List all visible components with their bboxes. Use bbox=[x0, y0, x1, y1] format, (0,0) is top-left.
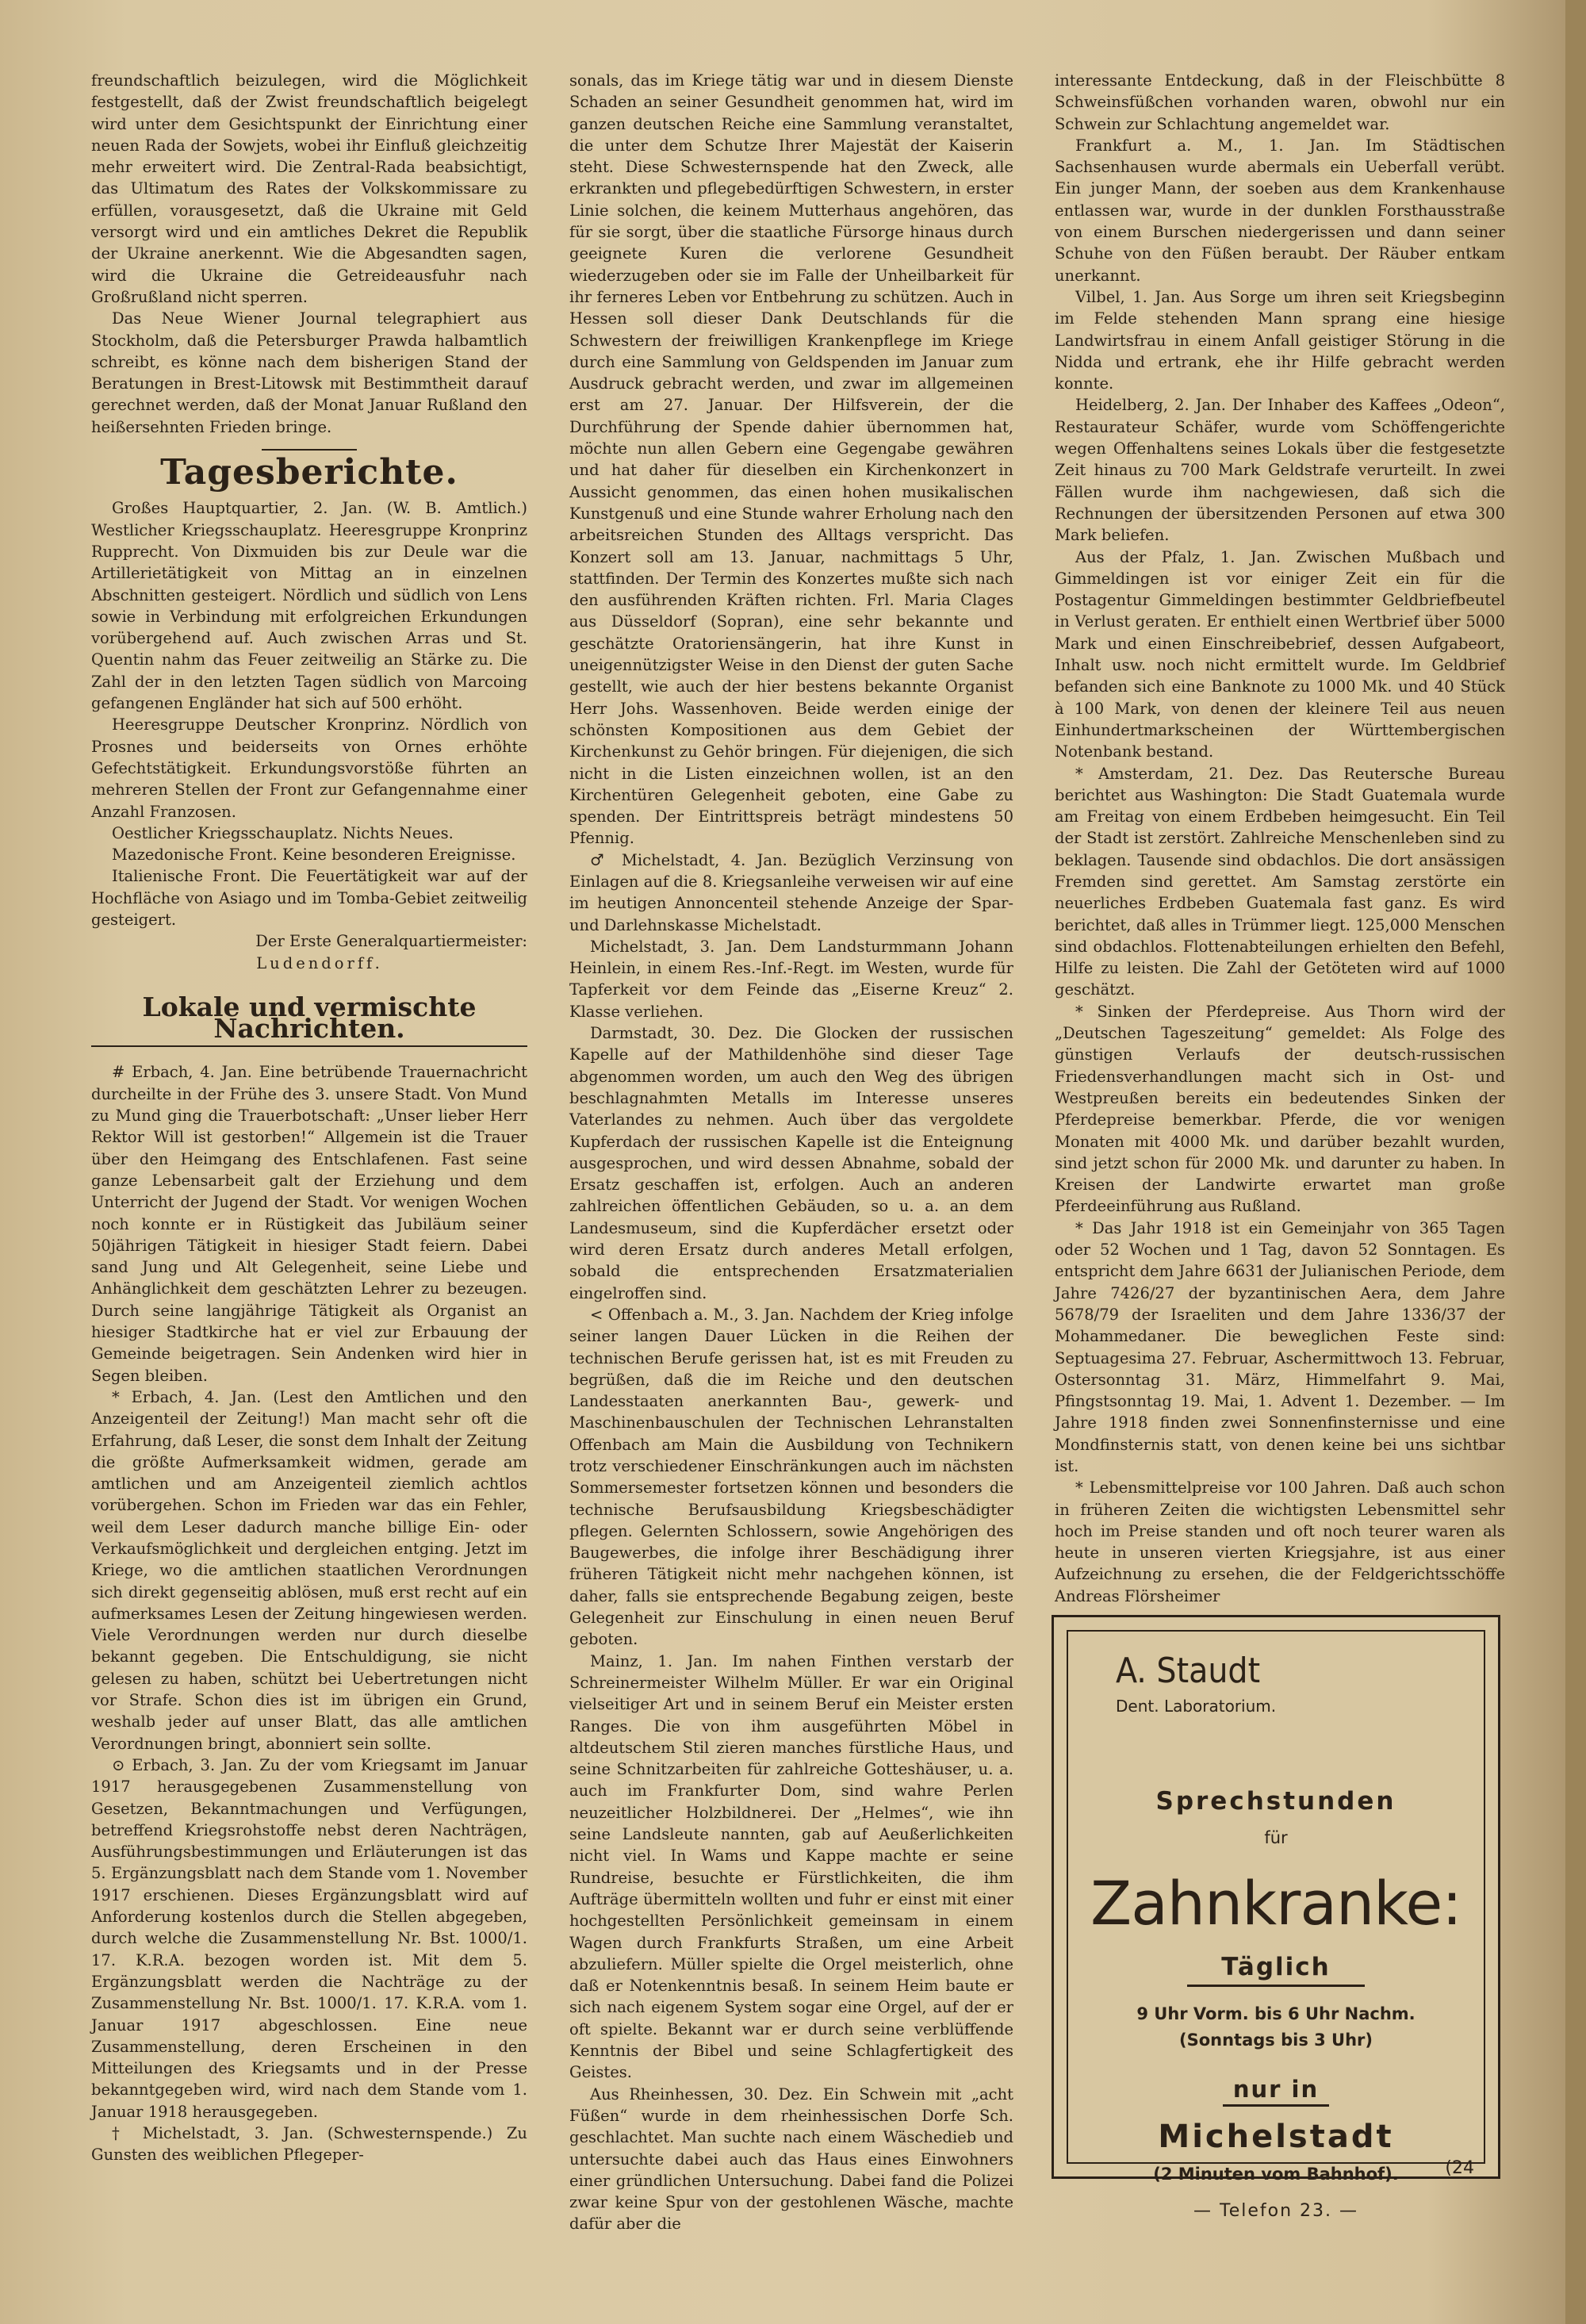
ad-taeglich: Täglich bbox=[1187, 1953, 1365, 1987]
ad-fuer: für bbox=[1264, 1828, 1288, 1847]
page-edge bbox=[1565, 0, 1586, 2324]
article-text: sonals, das im Kriege tätig war und in diesem Dienste Schaden an seiner Gesundheit genommen hat, wird im ganzen deutschen Reiche eine Sammlung veranstaltet, die unter dem Schutze Ihrer Majestät der Kaiserin steht. Diese Schwesternspende hat den Zweck, alle erkrankten und pflegebedürftigen Schwestern, in erster Linie solchen, die keinem Mutterhaus angehören, das für sie sorgt, über die staatliche Fürsorge hinaus durch geeignete Kuren die verlorene Gesundheit wiederzugeben oder sie im Falle der Unheilbarkeit für ihr ferneres Leben vor Entbehrung zu schützen. Auch in Hessen soll dieser Dank Deutschlands für die Schwestern der freiwilligen Krankenpflege im Kriege durch eine Sammlung von Geldspenden im Januar zum Ausdruck gebracht werden, und zwar im allgemeinen erst am 27. Januar. Der Hilfsverein, der die Durchführung der Spende dahier übernommen hat, möchte nun allen Gebern eine Gegengabe gewähren und hat daher für dieselben ein Kirchenkonzert in Aussicht genommen, das einen hohen musikalischen Kunstgenuß und eine Stunde wahrer Erholung nach den arbeitsreichen Stunden des Alltags verspricht. Das Konzert soll am 13. Januar, nachmittags 5 Uhr, stattfinden. Der Termin des Konzertes mußte sich nach den ausführenden Kräften richten. Frl. Maria Clages aus Düsseldorf (Sopran), eine sehr bekannte und geschätzte Oratoriensängerin, hat ihre Kunst in uneigennützigster Weise in den Dienst der guten Sache gestellt, wie auch der hier bestens bekannte Organist Herr Johs. Wassenhoven. Beide werden einige der schönsten Kompositionen aus dem Gebiet der Kirchenkunst zu Gehör bringen. Für diejenigen, die sich nicht in die Listen einzeichnen wollen, ist an den Kirchentüren Gelegenheit geboten, eine Gabe zu spenden. Der Eintrittspreis beträgt mindestens 50 Pfennig. bbox=[569, 71, 1013, 848]
column-2 bbox=[569, 70, 1013, 2235]
article-text: ⊙ Erbach, 3. Jan. Zu der vom Kriegsamt im Januar 1917 herausgegebenen Zusammenstellung von Gesetzen, Bekanntmachungen und Verfügungen, betreffend Kriegsrohstoffe nebst deren Nachträgen, Ausführungsbestimmungen und Erläuterungen ist das 5. Ergänzungsblatt nach dem Stande vom 1. November 1917 erschienen. Dieses Ergänzungsblatt wird auf Anforderung kostenlos durch die Stellen abgegeben, durch welche die Zusammenstellung Nr. Bst. 1000/1. 17. K.R.A. bezogen worden ist. Mit dem 5. Ergänzungsblatt werden die Nachträge zu der Zusammenstellung Nr. Bst. 1000/1. 17. K.R.A. vom 1. Januar 1917 abgeschlossen. Eine neue Zusammenstellung, deren Erscheinen in den Mitteilungen des Kriegsamts und in der Presse bekanntgegeben wird, wird nach dem Stande vom 1. Januar 1918 herausgegeben. bbox=[91, 1755, 527, 2121]
ad-hours-sunday: (Sonntags bis 3 Uhr) bbox=[1178, 2031, 1373, 2050]
article-text: Großes Hauptquartier, 2. Jan. (W. B. Amtlich.) Westlicher Kriegsschauplatz. Heeresgruppe Kronprinz Rupprecht. Von Dixmuiden bis zur Deule war die Artillerietätigkeit von Mittag an in einzelnen Abschnitten gesteigert. Nördlich und südlich von Lens sowie in Verbindung mit erfolgreichen Erkundungen vorübergehend auf. Auch zwischen Arras und St. Quentin nahm das Feuer zeitweilig an Stärke zu. Die Zahl der in den letzten Tagen südlich von Marcoing gefangenen Engländer hat sich auf 500 erhöht. bbox=[91, 499, 527, 713]
article-text: < Offenbach a. M., 3. Jan. Nachdem der Krieg infolge seiner langen Dauer Lücken in die Reihen der technischen Berufe gerissen hat, ist es mit Freuden zu begrüßen, daß die im Reiche und den deutschen Landesstaaten anerkannten Bau-, gewerk- und Maschinenbauschulen der Technischen Lehranstalten Offenbach am Main die Ausbildung von Technikern trotz verschiedener Einschränkungen auch im nächsten Sommersemester fortsetzen können und besonders die technische Berufsausbildung Kriegsbeschädigter pflegen. Gelernten Schlossern, sowie Angehörigen des Baugewerbes, die infolge ihrer Beschädigung ihrer früheren Tätigkeit nicht mehr nachgehen können, ist daher, falls sie entsprechende Begabung zeigen, beste Gelegenheit zur Einschulung in einen neuen Beruf geboten. bbox=[569, 1305, 1013, 1649]
ad-telephone: — Telefon 23. — bbox=[1193, 2201, 1358, 2221]
article-text: * Erbach, 4. Jan. (Lest den Amtlichen und den Anzeigenteil der Zeitung!) Man macht sehr oft die Erfahrung, daß Leser, die sonst dem Inhalt der Zeitung die größte Aufmerksamkeit widmen, gerade am amtlichen und am Anzeigenteil ziemlich achtlos vorübergehen. Schon im Frieden war das ein Fehler, weil dem Leser dadurch manche billige Ein- oder Verkaufsmöglichkeit und dergleichen entging. Jetzt im Kriege, wo die amtlichen staatlichen Verordnungen sich direkt gegenseitig ablösen, muß erst recht auf ein aufmerksames Lesen der Zeitung hingewiesen werden. Viele Verordnungen werden nur durch dieselbe bekannt gegeben. Die Entschuldigung, sie nicht gelesen zu haben, schützt bei Uebertretungen nicht vor Strafe. Schon dies ist im übrigen ein Grund, weshalb jeder auf unser Blatt, das alle amtlichen Verordnungen bringt, abonniert sein sollte. bbox=[91, 1387, 527, 1753]
article-text: ♂ Michelstadt, 4. Jan. Bezüglich Verzinsung von Einlagen auf die 8. Kriegsanleihe verweisen wir auf eine im heutigen Annoncenteil stehende Anzeige der Spar- und Darlehnskasse Michelstadt. bbox=[569, 850, 1013, 934]
signature-name: Ludendorff. bbox=[256, 953, 383, 972]
ad-hours: 9 Uhr Vorm. bis 6 Uhr Nachm. bbox=[1136, 2004, 1416, 2023]
signature-title: Der Erste Generalquartiermeister: bbox=[255, 932, 527, 951]
article-text: † Michelstadt, 3. Jan. (Schwesternspende.) Zu Gunsten des weiblichen Pflegeper- bbox=[91, 2124, 527, 2165]
ad-nur-in: nur in bbox=[1223, 2076, 1329, 2107]
article-text: Heeresgruppe Deutscher Kronprinz. Nördlich von Prosnes und beiderseits von Ornes erhöhte Gefechtstätigkeit. Erkundungsvorstöße führten an mehreren Stellen der Front zur Gefangennahme einer Anzahl Franzosen. bbox=[91, 715, 527, 821]
ad-sprechstunden: Sprechstunden bbox=[1155, 1787, 1396, 1816]
article-text: Frankfurt a. M., 1. Jan. Im Städtischen Sachsenhausen wurde abermals ein Ueberfall verübt. Ein junger Mann, der soeben aus dem Krankenhause entlassen war, wurde in der dunklen Forsthausstraße von einem Burschen niedergerissen und dann seiner Schuhe von den Füßen beraubt. Der Räuber entkam unerkannt. bbox=[1055, 136, 1505, 285]
article-text: Mazedonische Front. Keine besonderen Ereignisse. bbox=[112, 846, 516, 865]
section-heading-lokales: Lokale und vermischte Nachrichten. bbox=[91, 996, 527, 1048]
article-text: Italienische Front. Die Feuertätigkeit war auf der Hochfläche von Asiago und im Tomba-Gebiet zeitweilig gesteigert. bbox=[91, 867, 527, 929]
article-text: Vilbel, 1. Jan. Aus Sorge um ihren seit Kriegsbeginn im Felde stehenden Mann sprang eine hiesige Landwirtsfrau in einem Anfall geistiger Störung in die Nidda und ertrank, ehe ihr Hilfe gebracht werden konnte. bbox=[1055, 287, 1505, 393]
article-text: Michelstadt, 3. Jan. Dem Landsturmmann Johann Heinlein, in einem Res.-Inf.-Regt. im Westen, wurde für Tapferkeit vor dem Feinde das „Eiserne Kreuz“ 2. Klasse verliehen. bbox=[569, 937, 1013, 1021]
ad-location-note: (2 Minuten vom Bahnhof). bbox=[1153, 2165, 1399, 2184]
section-heading-tagesberichte: Tagesberichte. bbox=[160, 452, 458, 493]
advertisement-dentist bbox=[1052, 1615, 1500, 2221]
ad-number: (24 bbox=[1445, 2158, 1474, 2178]
article-text: Oestlicher Kriegsschauplatz. Nichts Neues. bbox=[112, 823, 454, 842]
article-text: Mainz, 1. Jan. Im nahen Finthen verstarb der Schreinermeister Wilhelm Müller. Er war ein Original vielseitiger Art und in seinem Beruf ein Meister ersten Ranges. Die von ihm ausgeführten Möbel in altdeutschem Stil zieren manches fürstliche Haus, und seine Schnitzarbeiten für zahlreiche Gotteshäuser, u. a. auch im Frankfurter Dom, sind wahre Perlen neuzeitlicher Holzbildnerei. Der „Helmes“, wie ihn seine Landsleute nannten, gab auf Aeußerlichkeiten nicht viel. In Wams und Kappe machte er seine Rundreise, besuchte er Fürstlichkeiten, die ihm Aufträge übermitteln wollten und fuhr er einst mit einer hochgestellten Persönlichkeit gemeinsam in einem Wagen durch Frankfurts Straßen, um eine Arbeit abzuliefern. Müller spielte die Orgel meisterlich, ohne daß er Notenkenntnis besaß. In seinem Heim baute er sich nach eigenem System sogar eine Orgel, auf der er oft spielte. Bekannt war er durch seine verblüffende Kenntnis der Bibel und seine Schlagfertigkeit des Geistes. bbox=[569, 1651, 1013, 2082]
article-text: * Lebensmittelpreise vor 100 Jahren. Daß auch schon in früheren Zeiten die wichtigsten Lebensmittel sehr hoch im Preise standen und oft noch teurer waren als heute in unseren vierten Kriegsjahre, ist aus einer Aufzeichnung zu ersehen, die der Feldgerichtsschöffe Andreas Flörsheimer bbox=[1055, 1478, 1505, 1605]
article-text: Das Neue Wiener Journal telegraphiert aus Stockholm, daß die Petersburger Prawda halbamtlich schreibt, es könne nach dem bisherigen Stand der Beratungen in Brest-Litowsk mit Bestimmtheit darauf gerechnet werden, daß der Monat Januar Rußland den heißersehnten Frieden bringe. bbox=[91, 309, 527, 436]
article-text: freundschaftlich beizulegen, wird die Möglichkeit festgestellt, daß der Zwist freundschaftlich beigelegt wird unter dem Gesichtspunkt der Einrichtung einer neuen Rada der Sowjets, wobei ihr Einfluß gleichzeitig mehr erweitert wird. Die Zentral-Rada beabsichtigt, das Ultimatum des Rates der Volkskommissare zu erfüllen, vorausgesetzt, daß die Ukraine mit Geld versorgt wird und ein amtliches Dekret die Republik der Ukraine anerkennt. Wie die Abgesandten sagen, wird die Ukraine die Getreideausfuhr nach Großrußland nicht sperren. bbox=[91, 71, 527, 306]
article-text: Darmstadt, 30. Dez. Die Glocken der russischen Kapelle auf der Mathildenhöhe sind dieser Tage abgenommen worden, um auch den Weg des übrigen beschlagnahmten Metalls im Interesse unseres Vaterlandes zu nehmen. Auch über das vergoldete Kupferdach der russischen Kapelle ist die Enteignung ausgesprochen, und wird dessen Abnahme, sobald der Ersatz geschaffen ist, erfolgen. Auch an anderen zahlreichen öffentlichen Gebäuden, so u. a. an dem Landesmuseum, sind die Kupferdächer ersetzt oder wird deren Ersatz durch anderes Metall erfolgen, sobald die entsprechenden Ersatzmaterialien eingelroffen sind. bbox=[569, 1024, 1013, 1302]
article-text: * Das Jahr 1918 ist ein Gemeinjahr von 365 Tagen oder 52 Wochen und 1 Tag, davon 52 Sonntagen. Es entspricht dem Jahre 6631 der Julianischen Periode, dem Jahre 7426/27 der byzantinischen Aera, dem Jahre 5678/79 der Israeliten und dem Jahre 1336/37 der Mohammedaner. Die beweglichen Feste sind: Septuagesima 27. Februar, Aschermittwoch 13. Februar, Ostersonntag 31. März, Himmelfahrt 9. Mai, Pfingstsonntag 19. Mai, 1. Advent 1. Dezember. — Im Jahre 1918 finden zwei Sonnenfinsternisse und eine Mondfinsternis statt, von denen keine bei uns sichtbar ist. bbox=[1055, 1218, 1505, 1475]
ad-zahnkranke: Zahnkranke: bbox=[1090, 1868, 1461, 1939]
ad-firm-name: A. Staudt bbox=[1116, 1651, 1261, 1691]
ad-town: Michelstadt bbox=[1158, 2119, 1394, 2155]
article-text: interessante Entdeckung, daß in der Fleischbütte 8 Schweinsfüßchen vorhanden waren, obwohl nur ein Schwein zur Schlachtung angemeldet war. bbox=[1055, 71, 1505, 133]
article-text: Aus Rheinhessen, 30. Dez. Ein Schwein mit „acht Füßen“ wurde in dem rheinhessischen Dorfe Sch. geschlachtet. Man suchte nach einem Wäschedieb und untersuchte dabei auch das Haus eines Einwohners einer gründlichen Untersuchung. Dabei fand die Polizei zwar keine Spur von der gestohlenen Wäsche, machte dafür aber die bbox=[569, 2084, 1013, 2234]
article-text: # Erbach, 4. Jan. Eine betrübende Trauernachricht durcheilte in der Frühe des 3. unsere Stadt. Von Mund zu Mund ging die Trauerbotschaft: „Unser lieber Herr Rektor Will ist gestorben!“ Allgemein ist die Trauer über den Heimgang des Entschlafenen. Fast seine ganze Lebensarbeit galt der Erziehung und dem Unterricht der Jugend der Stadt. Vor wenigen Wochen noch konnte er in Rüstigkeit das Jubiläum seiner 50jährigen Tätigkeit in hiesiger Stadt feiern. Dabei sand Jung und Alt Gelegenheit, seine Liebe und Anhänglichkeit dem geschätzten Lehrer zu bezeugen. Durch seine langjährige Tätigkeit als Organist an hiesiger Stadtkirche hat er viel zur Erbauung der Gemeinde beigetragen. Sein Andenken wird hier in Segen bleiben. bbox=[91, 1063, 527, 1385]
ad-firm-subtitle: Dent. Laboratorium. bbox=[1116, 1697, 1277, 1716]
article-text: Aus der Pfalz, 1. Jan. Zwischen Mußbach und Gimmeldingen ist vor einiger Zeit ein für die Postagentur Gimmeldingen bestimmter Geldbriefbeutel in Verlust geraten. Er enthielt einen Wertbrief über 5000 Mark und einen Einschreibebrief, dessen Aufgabeort, Inhalt usw. noch nicht ermittelt wurde. Im Geldbrief befanden sich eine Banknote zu 1000 Mk. und 40 Stück à 100 Mark, von denen der kleinere Teil aus neuen Einhundertmarkscheinen der Württembergischen Notenbank bestand. bbox=[1055, 547, 1505, 761]
column-3 bbox=[1055, 70, 1505, 1607]
divider bbox=[262, 449, 357, 451]
article-text: * Amsterdam, 21. Dez. Das Reutersche Bureau berichtet aus Washington: Die Stadt Guatemala wurde am Freitag von einem Erdbeben heimgesucht. Ein Teil der Stadt ist zerstört. Zahlreiche Menschenleben sind zu beklagen. Tausende sind obdachlos. Die dort ansässigen Fremden sind gerettet. Am Samstag zerstörte ein neuerliches Erdbeben Guatemala fast ganz. Es wird berichtet, daß alles in Trümmer liegt. 125,000 Menschen sind obdachlos. Flottenabteilungen erhielten den Befehl, Hilfe zu leisten. Die Zahl der Getöteten wird auf 1000 geschätzt. bbox=[1055, 764, 1505, 999]
column-1 bbox=[91, 70, 527, 2166]
article-text: Heidelberg, 2. Jan. Der Inhaber des Kaffees „Odeon“, Restaurateur Schäfer, wurde vom Schöffengerichte wegen Offenhaltens seines Lokals über die festgesetzte Zeit hinaus zu 700 Mark Geldstrafe verurteilt. In zwei Fällen wurde ihm nachgewiesen, daß sich die Rechnungen der übersitzenden Personen auf etwa 300 Mark beliefen. bbox=[1055, 396, 1505, 545]
article-text: * Sinken der Pferdepreise. Aus Thorn wird der „Deutschen Tageszeitung“ gemeldet: Als Folge des günstigen Verlaufs der deutsch-russischen Friedensverhandlungen macht sich in Ost- und Westpreußen bereits ein bedeutendes Sinken der Pferdepreise bemerkbar. Pferde, die vor wenigen Monaten mit 4000 Mk. und darüber bezahlt wurden, sind jetzt schon für 2000 Mk. und darunter zu haben. In Kreisen der Landwirte erwartet man große Pferdeeinführung aus Rußland. bbox=[1055, 1002, 1505, 1216]
